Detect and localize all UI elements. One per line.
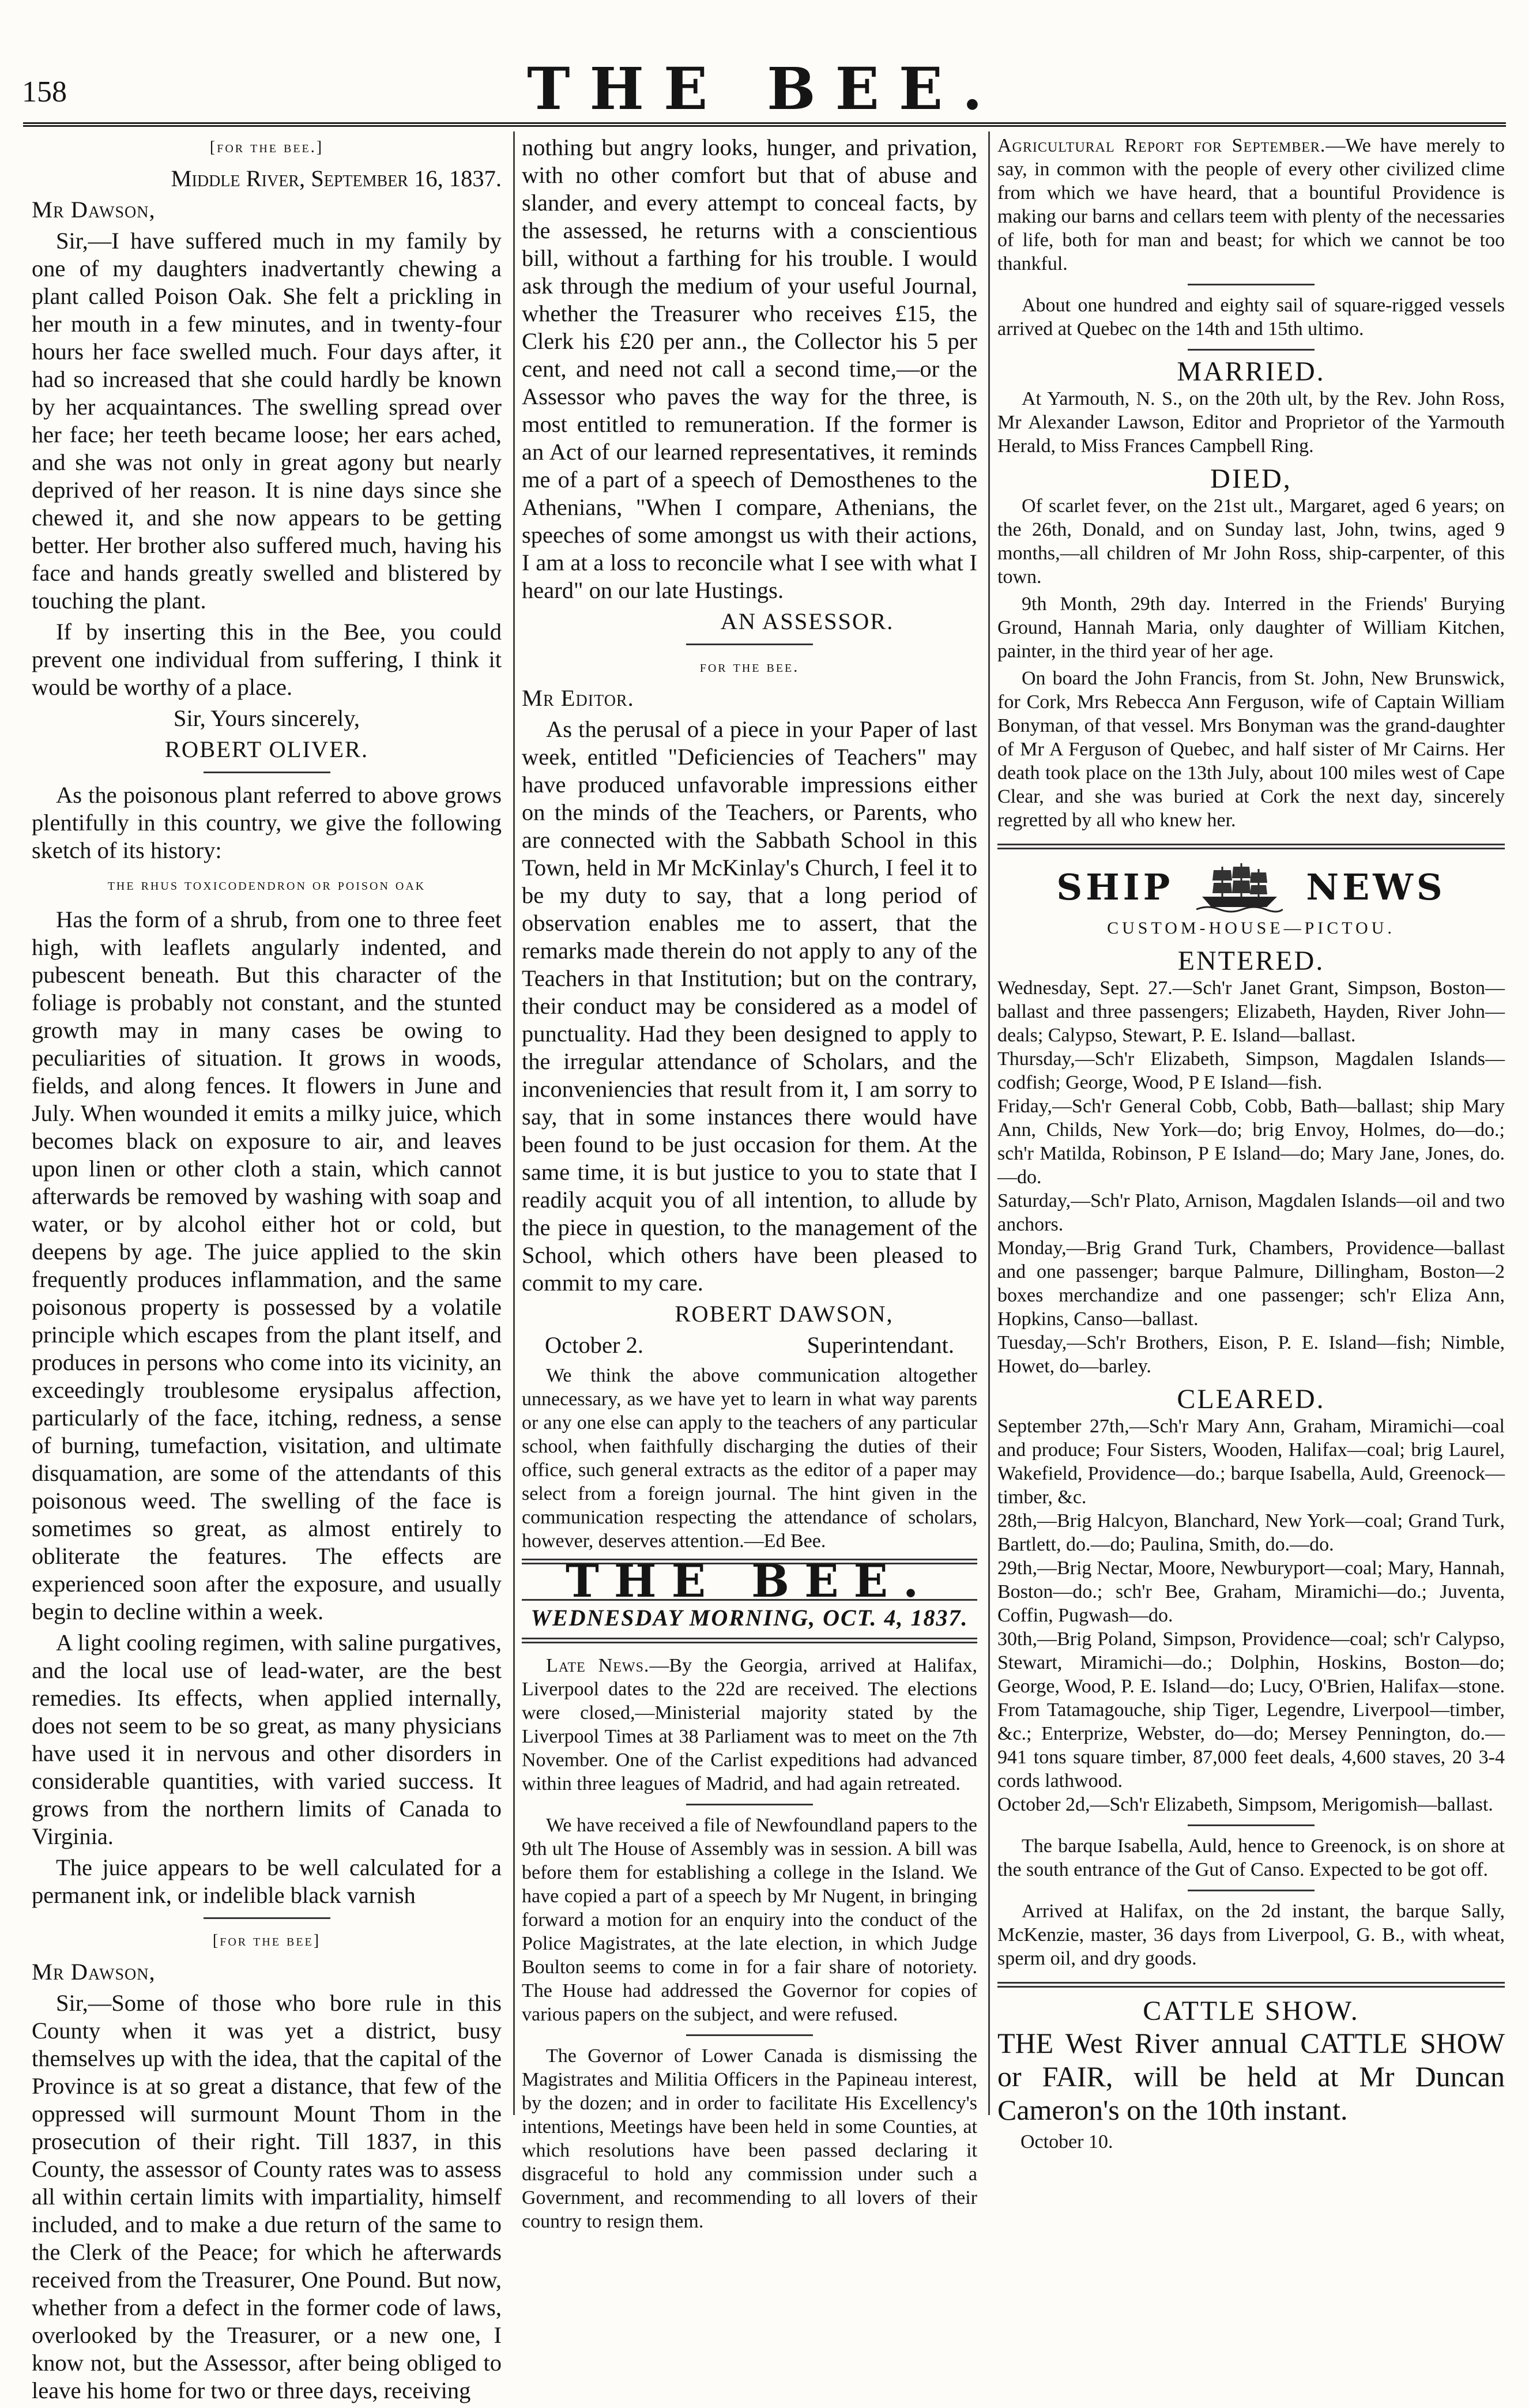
news-item: We have received a file of Newfoundland papers to the 9th ult The House of Assembly was in session. A bill was before them for establishing a college in the Island. We have copied a part of a speech by Mr Nugent, in bringing forward a motion for an enquiry into the conduct of the Police Magistrates, at the late election, in which Judge Boulton seems to come in for a fair share of notoriety. The House had addressed the Governor for copies of various papers on the subject, and were refused. (522, 1815, 977, 2025)
column-rule-1 (513, 131, 515, 2115)
page-number: 158 (22, 76, 67, 108)
news-text: —By the Georgia, arrived at Halifax, Liverpool dates to the 22d are received. The elections were closed,—Ministerial majority stated by the Liverpool Times at 38 Parliament was to meet on the 7th November. One of the Carlist expeditions had advanced within three leagues of Madrid, and had again retreated. (522, 1655, 977, 1794)
divider (1188, 1890, 1315, 1891)
news-item: About one hundred and eighty sail of square-rigged vessels arrived at Quebec on the 14th and 15th ultimo. (997, 295, 1505, 340)
notice: At Yarmouth, N. S., on the 20th ult, by the Rev. John Ross, Mr Alexander Lawson, Editor and Proprietor of the Yarmouth Herald, to Miss Frances Campbell Ring. (997, 388, 1505, 457)
cleared-heading: CLEARED. (1177, 1384, 1325, 1414)
news-label: Late News. (546, 1655, 650, 1676)
section-rule (997, 1982, 1505, 1988)
notice: 9th Month, 29th day. Interred in the Friends' Burying Ground, Hannah Maria, only daughter of William Kitchen, painter, in the third year of her age. (997, 593, 1505, 662)
letter-continuation: nothing but angry looks, hunger, and privation, with no other comfort but that of abuse and slander, and every attempt to conceal facts, by the assessed, he returns with a conscientious bill, without a farthing for his trouble. I would ask through the medium of your useful Journal, whether the Treasurer who receives £15, the Clerk his £20 per ann., the Collector his 5 per cent, and need not call a second time,—or the Assessor who paves the way for the three, is most entitled to remuneration. If the former is an Act of our learned representatives, it reminds me of a part of a speech of Demosthenes to the Athenians, "When I compare, Athenians, the speeches of some amongst us with their actions, I am at a loss to reconcile what I see with what I heard" on our late Hustings. (522, 134, 977, 603)
news-item: The barque Isabella, Auld, hence to Greenock, is on shore at the south entrance of the Gut of Canso. Expected to be got off. (997, 1835, 1505, 1880)
article-body: A light cooling regimen, with saline purgatives, and the local use of lead-water, are the best remedies. Its effects, when applied internally, does not seem to be so great, as many physicians have used it in nervous and other disorders in considerable quantities, with varied success. It grows from the northern limits of Canada to Virginia. (32, 1630, 502, 1849)
closing: Sir, Yours sincerely, (173, 705, 360, 731)
report-text: —We have merely to say, in common with the people of every other civilized clime from which we have heard, that a bountiful Providence is making our barns and cellars teem with plenty of the necessaries of life, both for man and beast; for which we cannot be too thankful. (997, 135, 1505, 274)
news-item: The Governor of Lower Canada is dismissing the Magistrates and Militia Officers in the Papineau interest, by the dozen; and in order to facilitate His Excellency's intentions, Meetings have been held in some Counties, at which resolutions have been passed declaring it disgraceful to hold any commission under such a Government, and recommending to all lovers of their country to resign them. (522, 2045, 977, 2232)
source-line: for the bee. (699, 658, 800, 676)
divider (686, 644, 813, 645)
column-rule-2 (988, 131, 990, 2115)
report-label: Agricultural Report for September. (997, 135, 1326, 156)
ship-icon (1196, 861, 1283, 913)
shipping-list: Wednesday, Sept. 27.—Sch'r Janet Grant, Simpson, Boston—ballast and three passengers; Elizabeth, Hayden, River John—deals; Calypso, Stewart, P. E. Island—ballast. Thursday,—Sch'r Elizabeth, Simpson, Magdalen Islands—codfish; George, Wood, P E Island—fish. Friday,—Sch'r General Cobb, Cobb, Bath—ballast; ship Mary Ann, Childs, New York—do; brig Envoy, Holmes, do—do.; sch'r Matilda, Robinson, P E Island—do; Mary Jane, Jones, do.—do. Saturday,—Sch'r Plato, Arnison, Magdalen Islands—oil and two anchors. Monday,—Brig Grand Turk, Chambers, Providence—ballast and one passenger; barque Palmure, Dillingham, Boston—2 boxes merchandize and one passenger; sch'r Eliza Ann, Hopkins, Canso—ballast. Tuesday,—Sch'r Brothers, Eison, P. E. Island—fish; Nimble, Howet, do—barley. (997, 977, 1505, 1377)
article-heading: the rhus toxicodendron or poison oak (107, 876, 426, 894)
salutation: Mr Dawson, (32, 1959, 156, 1985)
letter-title: Superintendant. (807, 1332, 954, 1358)
news-item (997, 134, 1505, 276)
column-3 (997, 134, 1505, 2157)
ship-news-left: SHIP (1056, 866, 1174, 908)
letter-date: October 2. (545, 1332, 643, 1358)
advertisement-date: October 10. (1020, 2131, 1113, 2153)
divider (1188, 284, 1315, 285)
inner-masthead: THE BEE. (522, 1559, 977, 1601)
died-heading: DIED, (1210, 464, 1292, 494)
column-2 (522, 134, 977, 2237)
article-intro: As the poisonous plant referred to above grows plentifully in this country, we give the following sketch of its history: (32, 782, 502, 863)
editor-note: We think the above communication altogether unnecessary, as we have yet to learn in what way parents or any one else can apply to the teachers of any particular school, when faithfully discharging the duties of their office, such general extracts as the editor of a paper may select from a foreign journal. The hint given in the communication respecting the attendance of scholars, however, deserves attention.—Ed Bee. (522, 1365, 977, 1552)
issue-dateline: WEDNESDAY MORNING, OCT. 4, 1837. (522, 1601, 977, 1643)
cattle-show-heading: CATTLE SHOW. (1143, 1996, 1359, 2026)
letter-body: If by inserting this in the Bee, you could prevent one individual from suffering, I think it would be worthy of a place. (32, 619, 502, 700)
letter-body: As the perusal of a piece in your Paper of last week, entitled "Deficiencies of Teachers" may have produced unfavorable impressions either on the minds of the Teachers, or Parents, who are connected with the Sabbath School in this Town, held in Mr McKinlay's Church, I feel it to be my duty to say, that a long period of observation enables me to assert, that the remarks made therein do not apply to any of the Teachers in that Institution; but on the contrary, their conduct may be considered as a model of punctuality. Had they been designed to apply to the irregular attendance of Scholars, and the inconveniencies that result from it, I am sorry to say, that in some instances there would have been found to be just occasion for them. At the same time, it is but justice to you to state that I readily acquit you of all intention, to allude by the piece in question, to the management of the School, which others have been pleased to commit to my care. (522, 716, 977, 1296)
masthead-rule (23, 122, 1506, 127)
custom-house-line: CUSTOM-HOUSE—PICTOU. (1107, 919, 1395, 938)
letter-body: Sir,—Some of those who bore rule in this County when it was yet a district, busy themselves up with the idea, that the capital of the Province is at so great a distance, that few of the oppressed will surmount Mount Thom in the prosecution of their right. Till 1837, in this County, the assessor of County rates was to assess all within certain limits with impartiality, himself included, and to make a due return of the same to the Clerk of the Peace; for which he afterwards received from the Treasurer, One Pound. But now, whether from a defect in the former code of laws, overlooked by the Treasurer, or a new one, I know not, but the Assessor, after being obliged to leave his home for two or three days, receiving (32, 1990, 502, 2403)
signature: ROBERT DAWSON, (675, 1301, 894, 1327)
section-rule (997, 844, 1505, 849)
signature: AN ASSESSOR. (720, 608, 894, 634)
entered-heading: ENTERED. (1177, 946, 1325, 976)
article-body: The juice appears to be well calculated for a permanent ink, or indelible black varnish (32, 1854, 502, 1908)
shipping-list: September 27th,—Sch'r Mary Ann, Graham, Miramichi—coal and produce; Four Sisters, Wooden, Halifax—coal; brig Laurel, Wakefield, Providence—do.; barque Isabella, Auld, Greenock—timber, &c. 28th,—Brig Halcyon, Blanchard, New York—coal; Grand Turk, Bartlett, do.—do; Paulina, Smith, do.—do. 29th,—Brig Nectar, Moore, Newburyport—coal; Mary, Hannah, Boston—do.; sch'r Bee, Graham, Miramichi—do.; Juventa, Coffin, Pugwash—do. 30th,—Brig Poland, Simpson, Providence—coal; sch'r Calypso, Stewart, Miramichi—do.; Dolphin, Hoskins, Boston—do; George, Wood, P. E. Island—do; Lucy, O'Brien, Halifax—stone. From Tatamagouche, ship Tiger, Legendre, Liverpool—timber, &c.; Enterprize, Webster, do—do; Mersey Pennington, do.—941 tons square timber, 87,000 feet deals, 4,600 staves, 20 3-4 cords lathwood. October 2d,—Sch'r Elizabeth, Simpsom, Merigomish—ballast. (997, 1416, 1505, 1815)
salutation: Mr Dawson, (32, 197, 156, 223)
signature: ROBERT OLIVER. (164, 736, 369, 762)
divider (686, 1804, 813, 1805)
notice: On board the John Francis, from St. John, New Brunswick, for Cork, Mrs Rebecca Ann Ferguson, wife of Captain William Bonyman, of that vessel. Mrs Bonyman was the grand-daughter of Mr A Ferguson of Quebec, and half sister of Mr Cairns. Her death took place on the 13th July, about 100 miles west of Cape Clear, and she was buried at Cork the next day, sincerely regretted by all who knew her. (997, 668, 1505, 831)
source-line: [for the bee.] (209, 138, 324, 156)
ship-news-banner (997, 861, 1505, 913)
column-1 (32, 134, 502, 2408)
news-item (522, 1654, 977, 1796)
advertisement: THE West River annual CATTLE SHOW or FAIR, will be held at Mr Duncan Cameron's on the 10th instant. (997, 2027, 1505, 2126)
divider (204, 772, 330, 773)
salutation: Mr Editor. (522, 685, 634, 711)
letter-body: Sir,—I have suffered much in my family by one of my daughters inadvertantly chewing a plant called Poison Oak. She felt a prickling in her mouth in a few minutes, and in twenty-four hours her face swelled much. Four days after, it had so increased that she could hardly be known by her acquaintances. The swelling spread over her face; her teeth became loose; her ears ached, and she was not only in great agony but nearly deprived of her reason. It is nine days since she chewed it, and she now appears to be getting better. Her brother also suffered much, having his face and hands greatly swelled and blistered by touching the plant. (32, 228, 502, 614)
notice: Of scarlet fever, on the 21st ult., Margaret, aged 6 years; on the 26th, Donald, and on Sunday last, John, twins, aged 9 months,—all children of Mr John Ross, ship-carpenter, of this town. (997, 495, 1505, 588)
dateline: Middle River, September 16, 1837. (171, 165, 502, 191)
news-item: Arrived at Halifax, on the 2d instant, the barque Sally, McKenzie, master, 36 days from Liverpool, G. B., with wheat, sperm oil, and dry goods. (997, 1901, 1505, 1969)
divider (1188, 1824, 1315, 1826)
divider (204, 1917, 330, 1919)
article-body: Has the form of a shrub, from one to three feet high, with leaflets angularly indented, and pubescent beneath. But this character of the foliage is probably not constant, and the stunted growth may in many cases be owing to peculiarities of situation. It grows in woods, fields, and along fences. It flowers in June and July. When wounded it emits a milky juice, which becomes black on exposure to air, and leaves upon linen or other cloth a stain, which cannot afterwards be removed by washing with soap and water, or by alcohol either hot or cold, but deepens by age. The juice applied to the skin frequently produces inflammation, and the same poisonous property is possessed by a volatile principle which escapes from the plant itself, and produces in persons who come into its vicinity, an exceedingly troublesome erysipalus affection, particularly of the face, itching, redness, a sense of burning, tumefaction, visitation, and ultimate disquamation, are some of the attendants of this poisonous weed. The swelling of the face is sometimes so great, as almost entirely to obliterate the features. The effects are experienced soon after the exposure, and usually begin to decline within a week. (32, 906, 502, 1624)
newspaper-title: THE BEE. (527, 55, 1002, 123)
signature-line (522, 1331, 977, 1359)
source-line: [for the bee] (212, 1932, 321, 1950)
divider (1188, 349, 1315, 351)
divider (686, 2034, 813, 2036)
married-heading: MARRIED. (1177, 356, 1325, 387)
ship-news-right: NEWS (1306, 866, 1446, 908)
